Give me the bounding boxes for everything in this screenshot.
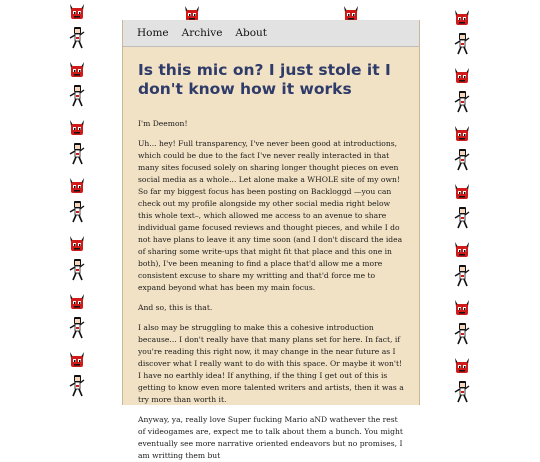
devil-mascot-icon bbox=[452, 356, 472, 380]
navbar bbox=[123, 20, 419, 47]
post-paragraph: I'm Deemon! bbox=[138, 119, 188, 128]
dancer-sprite-icon bbox=[452, 380, 472, 404]
nav-about-link[interactable]: About bbox=[235, 27, 268, 39]
dancer-sprite-icon bbox=[452, 32, 472, 56]
dancer-sprite-icon bbox=[452, 206, 472, 230]
devil-mascot-icon bbox=[452, 66, 472, 90]
devil-mascot-icon bbox=[452, 182, 472, 206]
post-paragraph: And so, this is that. bbox=[138, 303, 213, 312]
devil-mascot-icon bbox=[452, 298, 472, 322]
devil-mascot-icon bbox=[67, 60, 87, 84]
devil-mascot-icon bbox=[67, 176, 87, 200]
dancer-sprite-icon bbox=[67, 26, 87, 50]
devil-mascot-icon bbox=[67, 118, 87, 142]
dancer-sprite-icon bbox=[452, 322, 472, 346]
nav-archive-link[interactable]: Archive bbox=[181, 27, 223, 39]
right-sprite-column bbox=[452, 0, 474, 405]
devil-mascot-icon bbox=[67, 234, 87, 258]
dancer-sprite-icon bbox=[67, 84, 87, 108]
blog-page bbox=[122, 20, 420, 460]
dancer-sprite-icon bbox=[452, 90, 472, 114]
devil-mascot-icon bbox=[452, 124, 472, 148]
devil-mascot-icon bbox=[67, 350, 87, 374]
post-paragraph: I also may be struggling to make this a cohesive introduction because... I don't really have that many plans set for here. In fact, if you're reading this right now, it may change in the near future as I discover what I really want to do with this space. Or maybe it won't! I have no earthly idea! If anything, if the thing I get out of this is getting to know even more talented writers and artists, then it was a try more than worth it. bbox=[138, 323, 404, 404]
devil-mascot-icon bbox=[452, 240, 472, 264]
dancer-sprite-icon bbox=[67, 258, 87, 282]
post-paragraph: Anyway, ya, really love Super fucking Mario aND wathever the rest of videogames are, expect me to talk about them a bunch. You might eventually see more narrative oriented endeavors but no promises, I am writting them but bbox=[138, 415, 403, 460]
devil-mascot-icon bbox=[452, 8, 472, 32]
devil-mascot-icon bbox=[67, 292, 87, 316]
dancer-sprite-icon bbox=[452, 264, 472, 288]
dancer-sprite-icon bbox=[67, 142, 87, 166]
post-content bbox=[123, 47, 419, 462]
nav-home-link[interactable]: Home bbox=[137, 27, 169, 39]
devil-mascot-icon bbox=[67, 2, 87, 26]
dancer-sprite-icon bbox=[67, 200, 87, 224]
post-title: Is this mic on? I just stole it I don't know how it works bbox=[138, 61, 391, 98]
post-paragraph: Uh... hey! Full transparency, I've never been good at introductions, which could be due to the fact I've never really interacted in that many sites focused solely on sharing longer thought pieces on even social media as a whole... Let alone make a WHOLE site of my own! So far my biggest focus has been posting on Backloggd —you can check out my profile alongside my other social media right below this whole text–, which allowed me access to an avenue to share individual game focused reviews and thought pieces, and while I do not have plans to leave it any time soon (and I don't discard the idea of sharing some write-ups that might fit that place and this one in both), I've been meaning to find a place that'd allow me a more consistent excuse to share my writting and that'd force me to expand beyond what has been my main focus. bbox=[138, 139, 403, 292]
dancer-sprite-icon bbox=[452, 148, 472, 172]
left-sprite-column bbox=[67, 0, 89, 405]
dancer-sprite-icon bbox=[67, 374, 87, 398]
dancer-sprite-icon bbox=[67, 316, 87, 340]
